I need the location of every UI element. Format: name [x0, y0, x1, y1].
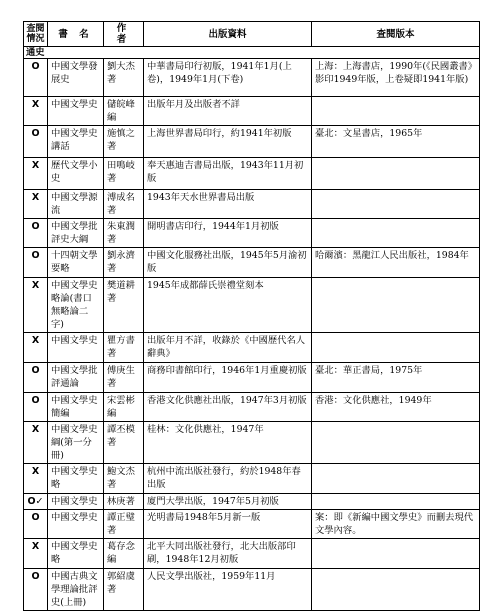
- edition-cell: 案：即《新編中國文學史》而刪去現代文學內容。: [312, 510, 480, 539]
- publication-cell: 香港文化供應社出版，1947年3月初版: [144, 393, 312, 422]
- publication-cell: 中華書局印行初版，1941年1月(上卷)，1949年1月(下卷): [144, 59, 312, 97]
- edition-cell: [312, 333, 480, 363]
- status-cell: O: [24, 569, 48, 611]
- table-row: [24, 422, 480, 464]
- author-cell: 朱東潤著: [104, 219, 144, 248]
- table-row: [24, 333, 480, 363]
- title-cell: 中國文學史綱(第一分冊): [48, 422, 104, 464]
- status-cell: O: [24, 126, 48, 158]
- title-cell: 中國古典文學理論批評史(上冊): [48, 569, 104, 611]
- status-cell: X: [24, 333, 48, 363]
- author-cell: 傅庚生著: [104, 363, 144, 393]
- author-cell: 儲皖峰編: [104, 97, 144, 126]
- publication-cell: 1945年成都薛氏崇禮堂刻本: [144, 278, 312, 333]
- title-cell: 中國文學批評史大綱: [48, 219, 104, 248]
- header-publication: 出版資料: [144, 22, 312, 47]
- table-row: [24, 494, 480, 510]
- table-row: [24, 278, 480, 333]
- publication-cell: 商務印書館印行，1946年1月重慶初版: [144, 363, 312, 393]
- title-cell: 中國文學史略: [48, 539, 104, 569]
- title-cell: 中國文學史講話: [48, 126, 104, 158]
- title-cell: 中國文學史略: [48, 464, 104, 494]
- author-cell: 田鳴岐著: [104, 158, 144, 190]
- author-cell: 譚丕模著: [104, 422, 144, 464]
- status-cell: X: [24, 422, 48, 464]
- table-row: [24, 539, 480, 569]
- table-row: [24, 59, 480, 97]
- status-cell: O: [24, 219, 48, 248]
- status-cell: X: [24, 539, 48, 569]
- edition-cell: 臺北：文星書店，1965年: [312, 126, 480, 158]
- edition-cell: [312, 539, 480, 569]
- title-cell: 中國文學批評通論: [48, 363, 104, 393]
- status-cell: X: [24, 97, 48, 126]
- author-cell: 施慎之著: [104, 126, 144, 158]
- status-cell: O: [24, 59, 48, 97]
- status-cell: O: [24, 510, 48, 539]
- publication-cell: 奉天惠迪吉書局出版，1943年11月初版: [144, 158, 312, 190]
- author-cell: 林庚著: [104, 494, 144, 510]
- header-title: 書 名: [48, 22, 104, 47]
- author-cell: 溥成名著: [104, 190, 144, 219]
- status-cell: O: [24, 363, 48, 393]
- publication-cell: 開明書店印行，1944年1月初版: [144, 219, 312, 248]
- title-cell: 中國文學史: [48, 97, 104, 126]
- header-row: [24, 22, 480, 47]
- table-row: [24, 569, 480, 611]
- author-cell: 瞿方書著: [104, 333, 144, 363]
- table-row: [24, 363, 480, 393]
- edition-cell: 哈爾濱：黑龍江人民出版社，1984年: [312, 248, 480, 278]
- section-row: [24, 47, 480, 59]
- edition-cell: [312, 278, 480, 333]
- publication-cell: 北平大同出版社發行，北大出版部印刷，1948年12月初版: [144, 539, 312, 569]
- edition-cell: [312, 494, 480, 510]
- edition-cell: [312, 464, 480, 494]
- table-row: [24, 393, 480, 422]
- publication-cell: 出版年月及出版者不詳: [144, 97, 312, 126]
- publication-cell: 光明書局1948年5月新一版: [144, 510, 312, 539]
- author-cell: 譚正璧著: [104, 510, 144, 539]
- author-cell: 鮑文杰著: [104, 464, 144, 494]
- author-cell: 樊道耕著: [104, 278, 144, 333]
- publication-cell: 人民文學出版社，1959年11月: [144, 569, 312, 611]
- table-row: [24, 510, 480, 539]
- header-author: 作 者: [104, 22, 144, 47]
- publication-cell: 1943年天水世界書局出版: [144, 190, 312, 219]
- edition-cell: [312, 158, 480, 190]
- edition-cell: 上海：上海書店，1990年(《民國叢書》影印1949年版，上卷疑即1941年版): [312, 59, 480, 97]
- status-cell: X: [24, 190, 48, 219]
- status-cell: O: [24, 248, 48, 278]
- publication-cell: 出版年月不詳，收錄於《中國歷代名人辭典》: [144, 333, 312, 363]
- title-cell: 中國文學源流: [48, 190, 104, 219]
- edition-cell: [312, 219, 480, 248]
- table-row: [24, 464, 480, 494]
- author-cell: 葛存念編: [104, 539, 144, 569]
- section-label: 通史: [24, 47, 480, 59]
- table-row: [24, 248, 480, 278]
- status-cell: O✓: [24, 494, 48, 510]
- edition-cell: [312, 569, 480, 611]
- table-row: [24, 97, 480, 126]
- title-cell: 中國文學史: [48, 510, 104, 539]
- table-row: [24, 190, 480, 219]
- title-cell: 中國文學史: [48, 333, 104, 363]
- edition-cell: [312, 97, 480, 126]
- author-cell: 劉大杰著: [104, 59, 144, 97]
- status-cell: X: [24, 158, 48, 190]
- title-cell: 中國文學史簡編: [48, 393, 104, 422]
- title-cell: 十四朝文學要略: [48, 248, 104, 278]
- edition-cell: [312, 422, 480, 464]
- status-cell: X: [24, 464, 48, 494]
- author-cell: 宋雲彬編: [104, 393, 144, 422]
- table-row: [24, 219, 480, 248]
- edition-cell: 臺北：華正書局，1975年: [312, 363, 480, 393]
- title-cell: 中國文學史: [48, 494, 104, 510]
- status-cell: X: [24, 278, 48, 333]
- publication-cell: 上海世界書局印行，約1941年初版: [144, 126, 312, 158]
- header-edition: 查閱版本: [312, 22, 480, 47]
- table-row: [24, 126, 480, 158]
- title-cell: 中國文學史略論(書口無略論二字): [48, 278, 104, 333]
- edition-cell: [312, 190, 480, 219]
- header-status: 查閱 情況: [24, 22, 48, 47]
- publication-cell: 中國文化服務社出版，1945年5月渝初版: [144, 248, 312, 278]
- publication-cell: 廈門大學出版，1947年5月初版: [144, 494, 312, 510]
- status-cell: O: [24, 393, 48, 422]
- author-cell: 郭紹虞著: [104, 569, 144, 611]
- publication-cell: 杭州中流出版社發行，約於1948年春出版: [144, 464, 312, 494]
- table-row: [24, 158, 480, 190]
- title-cell: 歷代文學小史: [48, 158, 104, 190]
- title-cell: 中國文學發展史: [48, 59, 104, 97]
- edition-cell: 香港：文化供應社，1949年: [312, 393, 480, 422]
- publication-cell: 桂林：文化供應社，1947年: [144, 422, 312, 464]
- bibliography-table: [23, 21, 480, 611]
- author-cell: 劉永濟著: [104, 248, 144, 278]
